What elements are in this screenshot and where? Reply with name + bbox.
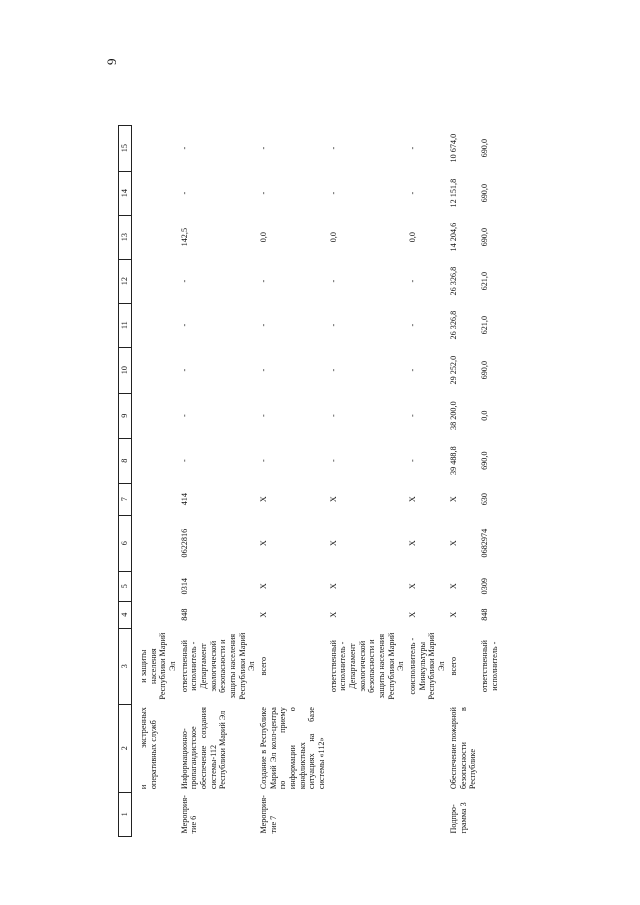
table-cell-c6: 0682974 [479,528,489,558]
table-cell-c15: - [179,146,189,150]
table-cell-c14: 12 151,8 [448,178,458,208]
table-cell-c7: Х [259,496,269,503]
column-number: 15 [119,125,132,171]
column-number: 5 [119,571,132,601]
table-cell-c13: 14 204,6 [448,222,458,252]
table-cell-c1 [328,792,407,836]
table-cell-c11: 26 326,8 [448,310,458,340]
table-cell-c4 [138,601,179,628]
table-cell-c7: Х [328,496,338,503]
table-cell-c2 [407,704,448,792]
table-row [258,125,328,836]
table-cell-c15: 690,0 [479,138,489,158]
column-number: 4 [119,601,132,628]
column-number: 13 [119,215,132,259]
table-cell-c10: 690,0 [479,360,489,380]
table-cell-c12: 26 326,8 [448,266,458,296]
table-cell-c4: Х [328,611,338,618]
table-cell-c4: 848 [479,608,489,621]
table-cell-c1: Мероприя-тие 7 [259,795,278,834]
page-number: 9 [104,58,119,65]
table-cell-c9: - [179,414,189,418]
table-cell-c9: - [259,414,269,418]
table-cell-c5 [138,571,179,601]
table-cell-c8: - [259,459,269,463]
table-cell-c15: - [408,146,418,150]
table-cell-c7: Х [408,496,418,503]
table-cell-c9: - [328,414,338,418]
table-row [138,125,179,836]
table-row [328,125,407,836]
table-cell-c1 [407,792,448,836]
table-row [448,125,479,836]
table-cell-c15 [138,125,179,171]
table-cell-c14 [138,171,179,215]
table-cell-c6: Х [448,540,458,547]
table-cell-c2: Обеспечение пожарной безопасности в Республике [448,707,478,790]
table-cell-c14: - [259,191,269,195]
table-cell-c8: 690,0 [479,451,489,470]
table-cell-c2: Информационно-пропагандистское обеспечение создания системы-112 Республики Марий Эл [179,707,228,790]
column-number: 7 [119,483,132,515]
table-cell-c7 [138,483,179,515]
table-cell-c6: Х [259,540,269,547]
column-number: 6 [119,515,132,571]
table-cell-c5: Х [259,583,269,590]
table-cell-c5: Х [448,583,458,590]
table-cell-c2: Создание в Республике Марий Эл колл-центра по приему информации о конфликтных ситуациях на базе системы «112» [259,707,327,790]
table-cell-c2: и экстренных оперативных служб [139,707,158,790]
table-cell-c5: 0309 [479,577,489,595]
table-cell-c3: ответственный исполнитель - [479,640,499,693]
table-cell-c14: 690,0 [479,183,489,203]
table-cell-c3: всего [259,656,269,676]
table-row [407,125,448,836]
table-cell-c3: и защиты населения Республики Марий Эл [139,632,178,700]
table-cell-c5: 0314 [179,577,189,595]
table-cell-c7: 414 [179,493,189,506]
table-cell-c12: - [328,279,338,283]
table-cell-c15: - [328,146,338,150]
table-cell-c6: Х [408,540,418,547]
table-cell-c3: ответственный исполнитель - Департамент экологической безопасности и защиты населения Республики Марий Эл [328,632,406,700]
table-cell-c3: ответственный исполнитель - Департамент экологической безопасности и защиты населения Республики Марий Эл [179,632,257,700]
table-cell-c4: Х [259,611,269,618]
table-cell-c13: 0,0 [408,232,418,243]
column-number: 8 [119,438,132,483]
column-number: 10 [119,347,132,393]
table-cell-c10: - [328,368,338,372]
table-cell-c9: 0,0 [479,410,489,421]
table-cell-c8: - [328,459,338,463]
column-number: 1 [119,792,132,836]
table-cell-c6: Х [328,540,338,547]
table-cell-c12: 621,0 [479,271,489,291]
table-cell-c13: 690,0 [479,227,489,247]
table-row [479,125,500,836]
column-number: 14 [119,171,132,215]
table-cell-c11: - [328,323,338,327]
table-cell-c1 [479,792,500,836]
column-number: 2 [119,704,132,792]
table-body [119,125,501,836]
table-cell-c7: Х [448,496,458,503]
table-cell-c8: 39 488,8 [448,446,458,475]
table-cell-c9: 38 200,0 [448,401,458,430]
table-cell-c2 [328,704,407,792]
table-row [179,125,258,836]
table-cell-c11: - [259,323,269,327]
table-cell-c11: - [179,323,189,327]
table-cell-c12: - [179,279,189,283]
table-cell-c15: 10 674,0 [448,133,458,163]
table-cell-c2 [479,704,500,792]
table-cell-c1: Мероприя-тие 6 [179,795,199,834]
table-cell-c3: всего [448,656,458,676]
table-cell-c9 [138,393,179,438]
table-cell-c6: 0622816 [179,528,189,558]
table-cell-c13: 0,0 [259,232,269,243]
table-cell-c13: 142,5 [179,227,189,247]
table-cell-c14: - [179,191,189,195]
table-cell-c14: - [328,191,338,195]
table-cell-c10 [138,347,179,393]
program-table [118,125,500,837]
table-cell-c8: - [408,459,418,463]
table-cell-c9: - [408,414,418,418]
column-number: 3 [119,628,132,704]
column-number: 12 [119,259,132,303]
column-number: 11 [119,303,132,347]
table-cell-c7: 630 [479,493,489,506]
table-cell-c10: 29 252,0 [448,355,458,385]
table-cell-c12: - [408,279,418,283]
table-cell-c6 [138,515,179,571]
table-cell-c14: - [408,191,418,195]
table-cell-c5: Х [408,583,418,590]
table-cell-c12: - [259,279,269,283]
table-cell-c11: - [408,323,418,327]
table-cell-c1: Подпро-грамма 3 [448,802,468,834]
table-cell-c11: 621,0 [479,315,489,335]
table-cell-c13: 0,0 [328,232,338,243]
table-cell-c4: 848 [179,608,189,621]
table-cell-c15: - [259,146,269,150]
table-cell-c5: Х [328,583,338,590]
table-cell-c11 [138,303,179,347]
table-cell-c10: - [179,368,189,372]
table-cell-c12 [138,259,179,303]
table-cell-c8: - [179,459,189,463]
table-cell-c13 [138,215,179,259]
table-cell-c4: Х [408,611,418,618]
column-number-row [119,125,132,836]
table-cell-c10: - [259,368,269,372]
table-cell-c3: соисполнитель - Минкультуры Республики Марий Эл [408,632,447,700]
table-cell-c4: Х [448,611,458,618]
table-cell-c10: - [408,368,418,372]
table-cell-c8 [138,438,179,483]
table-cell-c1 [138,792,179,836]
column-number: 9 [119,393,132,438]
